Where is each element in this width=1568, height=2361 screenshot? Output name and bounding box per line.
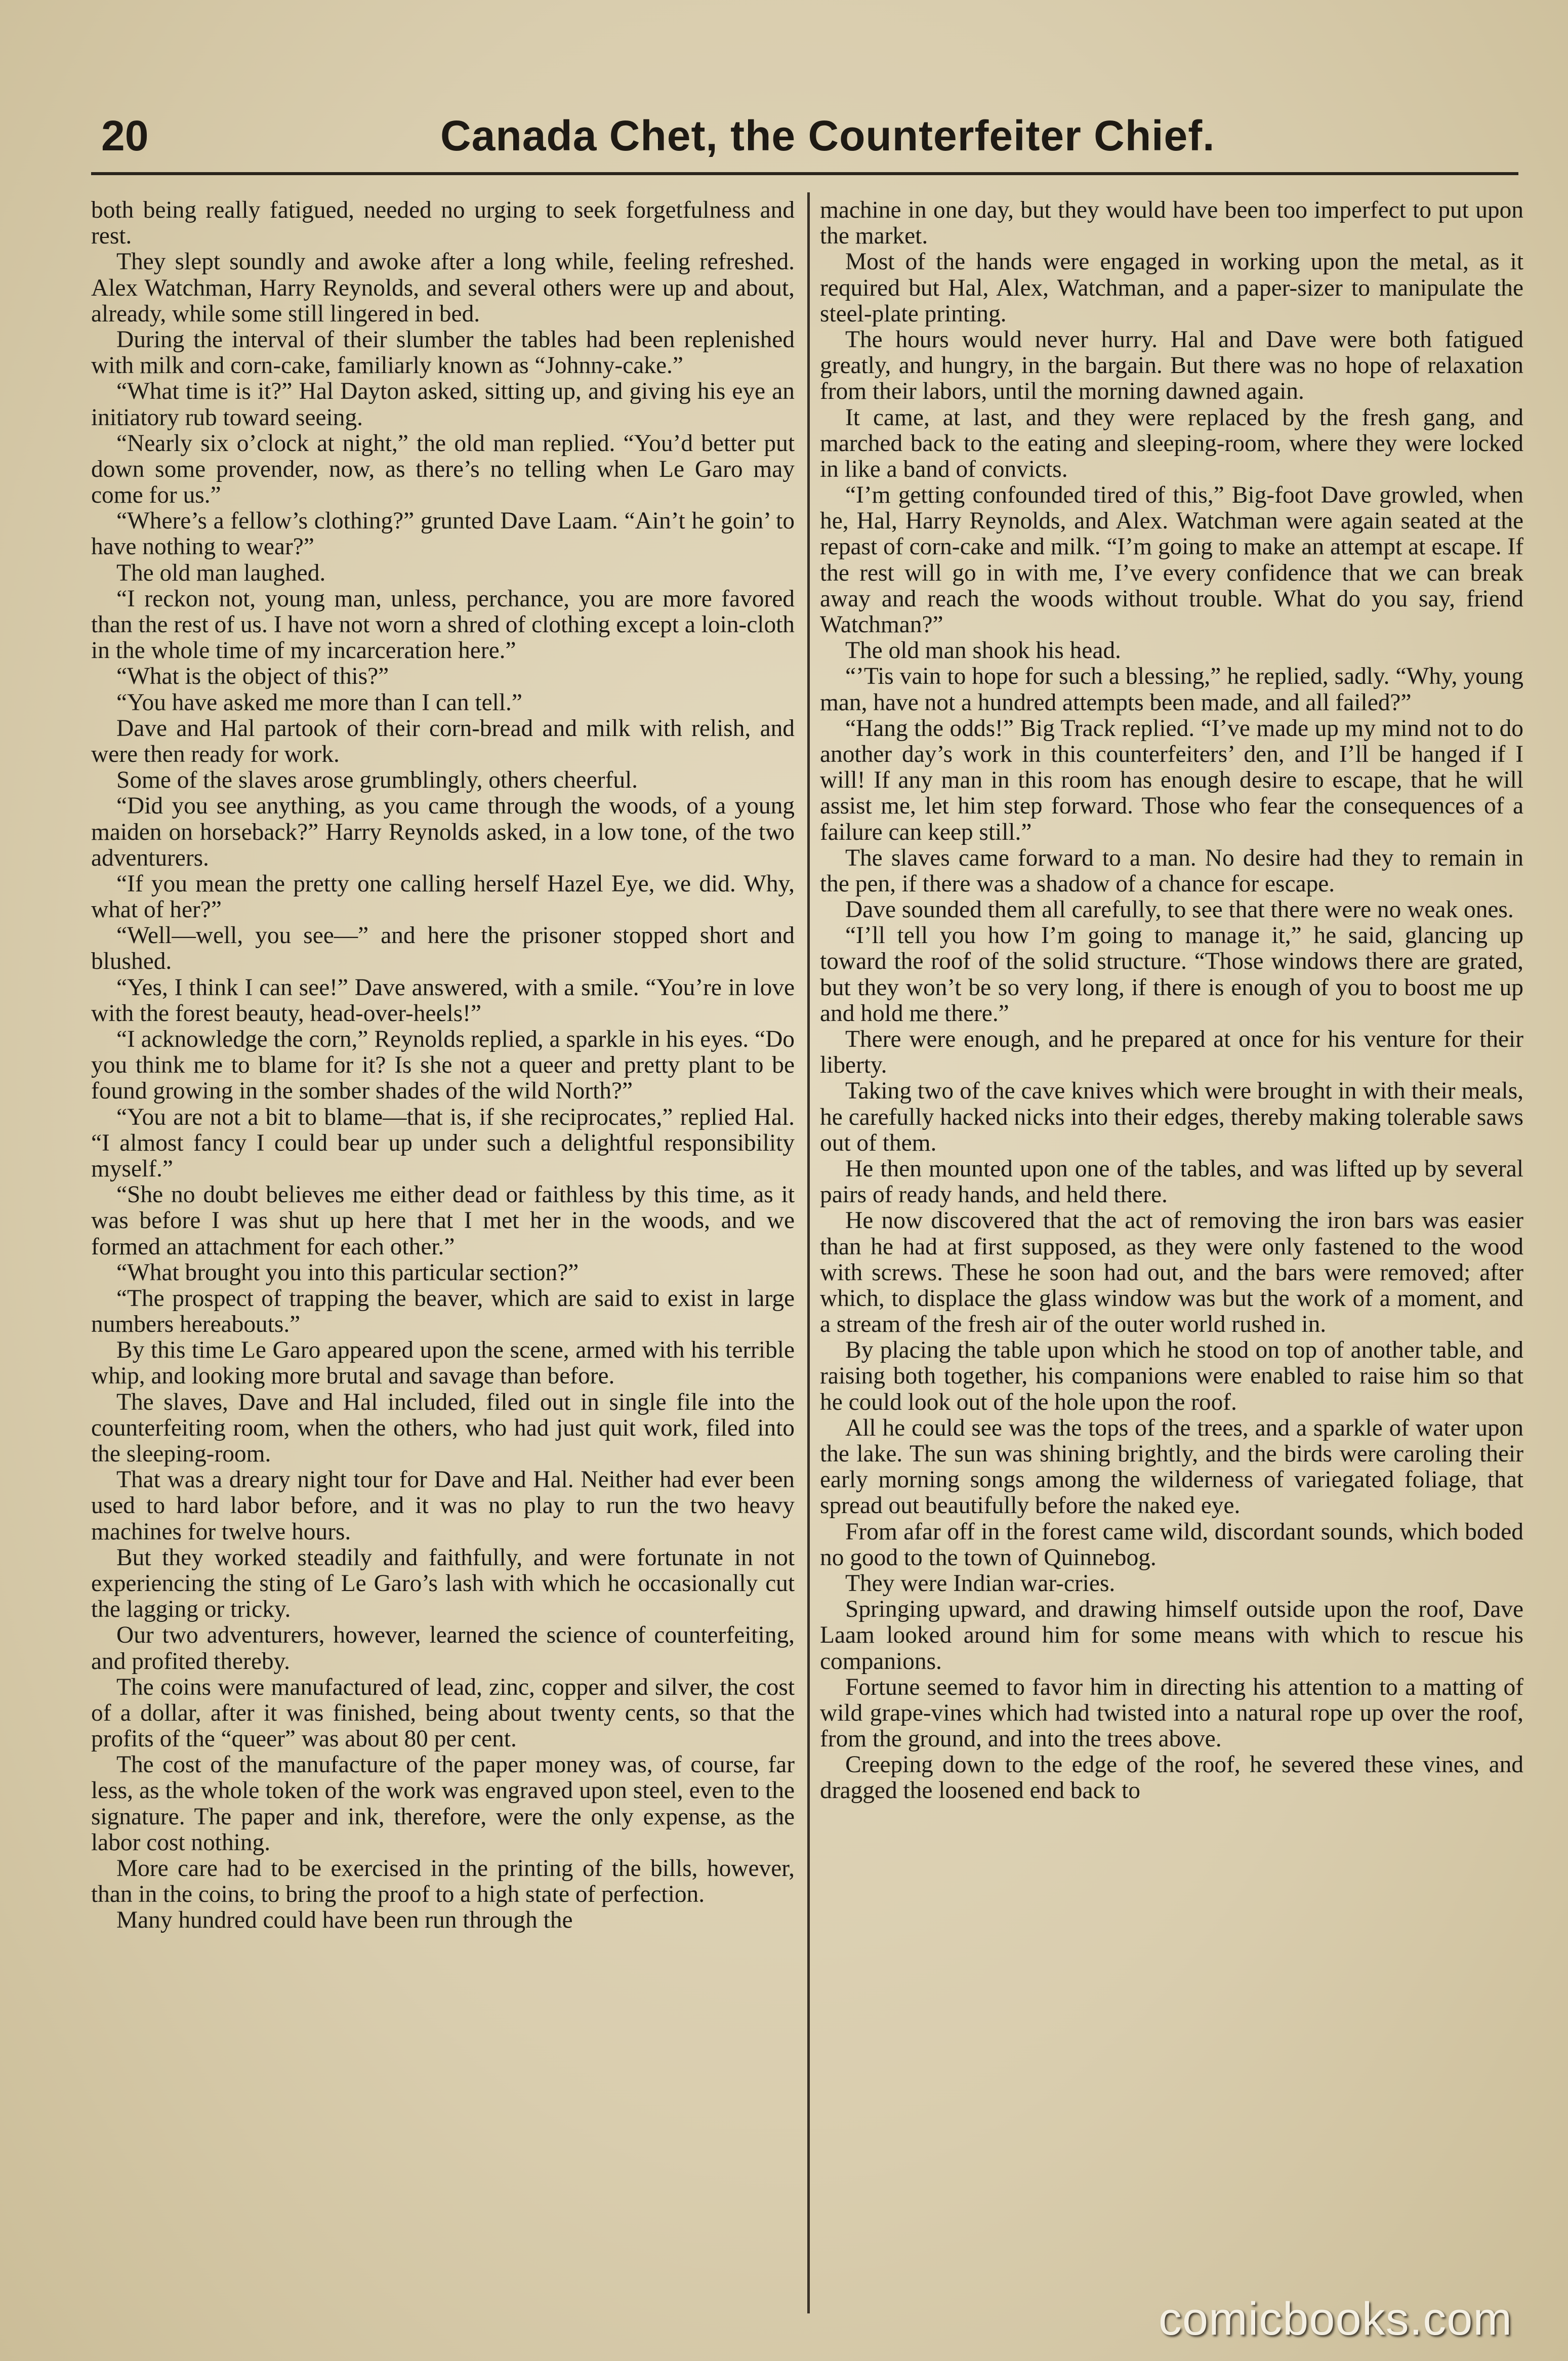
- paragraph: Springing upward, and drawing himself outside upon the roof, Dave Laam looked around him for some means with which to rescue his companions.: [820, 1596, 1523, 1675]
- paragraph: “I reckon not, young man, unless, perchance, you are more favored than the rest of us. I have not worn a shred of clothing except a loin-cloth in the whole time of my incarceration here.”: [91, 585, 795, 664]
- paragraph: The old man laughed.: [116, 559, 326, 586]
- paragraph: both being really fatigued, needed no urging to seek forgetfulness and rest.: [91, 197, 795, 250]
- paragraph: The slaves came forward to a man. No desire had they to remain in the pen, if there was a shadow of a chance for escape.: [820, 844, 1523, 897]
- paragraph: Dave and Hal partook of their corn-bread and milk with relish, and were then ready for work.: [91, 715, 795, 767]
- paragraph: They slept soundly and awoke after a long while, feeling refreshed. Alex Watchman, Harry Reynolds, and several others were up and about, already, while some still lingered in bed.: [91, 249, 795, 327]
- paragraph: “Where’s a fellow’s clothing?” grunted Dave Laam. “Ain’t he goin’ to have nothing to wear?”: [91, 508, 795, 560]
- paragraph: “’Tis vain to hope for such a blessing,” he replied, sadly. “Why, young man, have not a hundred attempts been made, and all failed?”: [820, 663, 1523, 716]
- paragraph: “Well—well, you see—” and here the prisoner stopped short and blushed.: [91, 922, 795, 975]
- paragraph: Our two adventurers, however, learned the science of counterfeiting, and profited thereby.: [91, 1622, 795, 1675]
- paragraph: “You have asked me more than I can tell.”: [116, 689, 522, 716]
- paragraph: “Yes, I think I can see!” Dave answered, with a smile. “You’re in love with the forest beauty, head-over-heels!”: [91, 974, 795, 1027]
- paragraph: It came, at last, and they were replaced by the fresh gang, and marched back to the eating and sleeping-room, where they were locked in like a band of convicts.: [820, 404, 1523, 482]
- paragraph: “I acknowledge the corn,” Reynolds replied, a sparkle in his eyes. “Do you think me to blame for it? Is she not a queer and pretty plant to be found growing in the somber shades of the wild North?”: [91, 1026, 795, 1105]
- paragraph: But they worked steadily and faithfully, and were fortunate in not experiencing the sting of Le Garo’s lash with which he occasionally cut the lagging or tricky.: [91, 1544, 795, 1623]
- paragraph: “The prospect of trapping the beaver, which are said to exist in large numbers hereabouts.”: [91, 1285, 795, 1338]
- paragraph: “If you mean the pretty one calling herself Hazel Eye, we did. Why, what of her?”: [91, 870, 795, 923]
- paragraph: He now discovered that the act of removing the iron bars was easier than he had at first supposed, as they were only fastened to the wood with screws. These he soon had out, and the bars were removed; after which, to displace the glass window was but the work of a moment, and a stream of the fresh air of the outer world rushed in.: [820, 1207, 1523, 1338]
- paragraph: He then mounted upon one of the tables, and was lifted up by several pairs of ready hands, and held there.: [820, 1155, 1523, 1208]
- paragraph: The cost of the manufacture of the paper money was, of course, far less, as the whole token of the work was engraved upon steel, even to the signature. The paper and ink, therefore, were the only expense, as the labor cost nothing.: [91, 1752, 795, 1856]
- paragraph: machine in one day, but they would have been too imperfect to put upon the market.: [820, 197, 1523, 250]
- paragraph: By placing the table upon which he stood on top of another table, and raising both together, his companions were enabled to raise him so that he could look out of the hole upon the roof.: [820, 1337, 1523, 1415]
- paragraph: Taking two of the cave knives which were brought in with their meals, he carefully hacked nicks into their edges, thereby making tolerable saws out of them.: [820, 1078, 1523, 1156]
- page-header: [91, 96, 1518, 175]
- paragraph: Some of the slaves arose grumblingly, others cheerful.: [116, 767, 638, 794]
- paragraph: Many hundred could have been run through the: [116, 1907, 573, 1934]
- paragraph: During the interval of their slumber the tables had been replenished with milk and corn-cake, familiarly known as “Johnny-cake.”: [91, 326, 795, 379]
- paragraph: That was a dreary night tour for Dave and Hal. Neither had ever been used to hard labor before, and it was no play to run the two heavy machines for twelve hours.: [91, 1467, 795, 1545]
- paragraph: The old man shook his head.: [845, 637, 1121, 664]
- paragraph: The slaves, Dave and Hal included, filed out in single file into the counterfeiting room, when the others, who had just quit work, filed into the sleeping-room.: [91, 1389, 795, 1467]
- paragraph: “What time is it?” Hal Dayton asked, sitting up, and giving his eye an initiatory rub toward seeing.: [91, 378, 795, 431]
- column-divider: [807, 192, 810, 2313]
- paragraph: The coins were manufactured of lead, zinc, copper and silver, the cost of a dollar, after it was finished, being about twenty cents, so that the profits of the “queer” was about 80 per cent.: [91, 1674, 795, 1753]
- running-title: Canada Chet, the Counterfeiter Chief.: [440, 112, 1215, 159]
- paragraph: “What brought you into this particular section?”: [116, 1259, 579, 1286]
- paragraph: “She no doubt believes me either dead or faithless by this time, as it was before I was shut up here that I met her in the woods, and we formed an attachment for each other.”: [91, 1182, 795, 1260]
- paragraph: “What is the object of this?”: [116, 663, 389, 690]
- right-text-column: [820, 197, 1523, 2293]
- paragraph: All he could see was the tops of the trees, and a sparkle of water upon the lake. The sun was shining brightly, and the birds were caroling their early morning songs among the wilderness of variegated foliage, that spread out beautifully before the naked eye.: [820, 1414, 1523, 1519]
- paragraph: More care had to be exercised in the printing of the bills, however, than in the coins, to bring the proof to a high state of perfection.: [91, 1855, 795, 1908]
- paragraph: Dave sounded them all carefully, to see that there were no weak ones.: [845, 897, 1514, 923]
- paragraph: They were Indian war-cries.: [845, 1570, 1116, 1597]
- paragraph: Most of the hands were engaged in working upon the metal, as it required but Hal, Alex, Watchman, and a paper-sizer to manipulate the steel-plate printing.: [820, 249, 1523, 327]
- paragraph: There were enough, and he prepared at once for his venture for their liberty.: [820, 1026, 1523, 1079]
- paragraph: Fortune seemed to favor him in directing his attention to a matting of wild grape-vines which had twisted into a natural rope up over the roof, from the ground, and into the trees above.: [820, 1674, 1523, 1753]
- paragraph: By this time Le Garo appeared upon the scene, armed with his terrible whip, and looking more brutal and savage than before.: [91, 1337, 795, 1390]
- paragraph: “I’ll tell you how I’m going to manage it,” he said, glancing up toward the roof of the solid structure. “Those windows there are grated, but they won’t be so very long, if there is enough of you to boost me up and hold me there.”: [820, 922, 1523, 1027]
- page-number: 20: [101, 112, 149, 159]
- left-text-column: [91, 197, 795, 2293]
- paragraph: “Hang the odds!” Big Track replied. “I’ve made up my mind not to do another day’s work in this counterfeiters’ den, and I’ll be hanged if I will! If any man in this room has enough desire to escape, that he will assist me, let him step forward. Those who fear the consequences of a failure can keep still.”: [820, 715, 1523, 845]
- paragraph: “You are not a bit to blame—that is, if she reciprocates,” replied Hal. “I almost fancy I could bear up under such a delightful responsibility myself.”: [91, 1104, 795, 1182]
- paragraph: “Nearly six o’clock at night,” the old man replied. “You’d better put down some provender, now, as there’s no telling when Le Garo may come for us.”: [91, 430, 795, 509]
- paragraph: “I’m getting confounded tired of this,” Big-foot Dave growled, when he, Hal, Harry Reynolds, and Alex. Watchman were again seated at the repast of corn-cake and milk. “I’m going to make an attempt at escape. If the rest will go in with me, I’ve every confidence that we can break away and reach the woods without trouble. What do you say, friend Watchman?”: [820, 482, 1523, 638]
- watermark: comicbooks.com: [1158, 2293, 1512, 2345]
- paragraph: “Did you see anything, as you came through the woods, of a young maiden on horseback?” Harry Reynolds asked, in a low tone, of the two adventurers.: [91, 793, 795, 871]
- paragraph: The hours would never hurry. Hal and Dave were both fatigued greatly, and hungry, in the bargain. But there was no hope of relaxation from their labors, until the morning dawned again.: [820, 326, 1523, 405]
- paragraph: Creeping down to the edge of the roof, he severed these vines, and dragged the loosened end back to: [820, 1752, 1523, 1804]
- paragraph: From afar off in the forest came wild, discordant sounds, which boded no good to the town of Quinnebog.: [820, 1518, 1523, 1571]
